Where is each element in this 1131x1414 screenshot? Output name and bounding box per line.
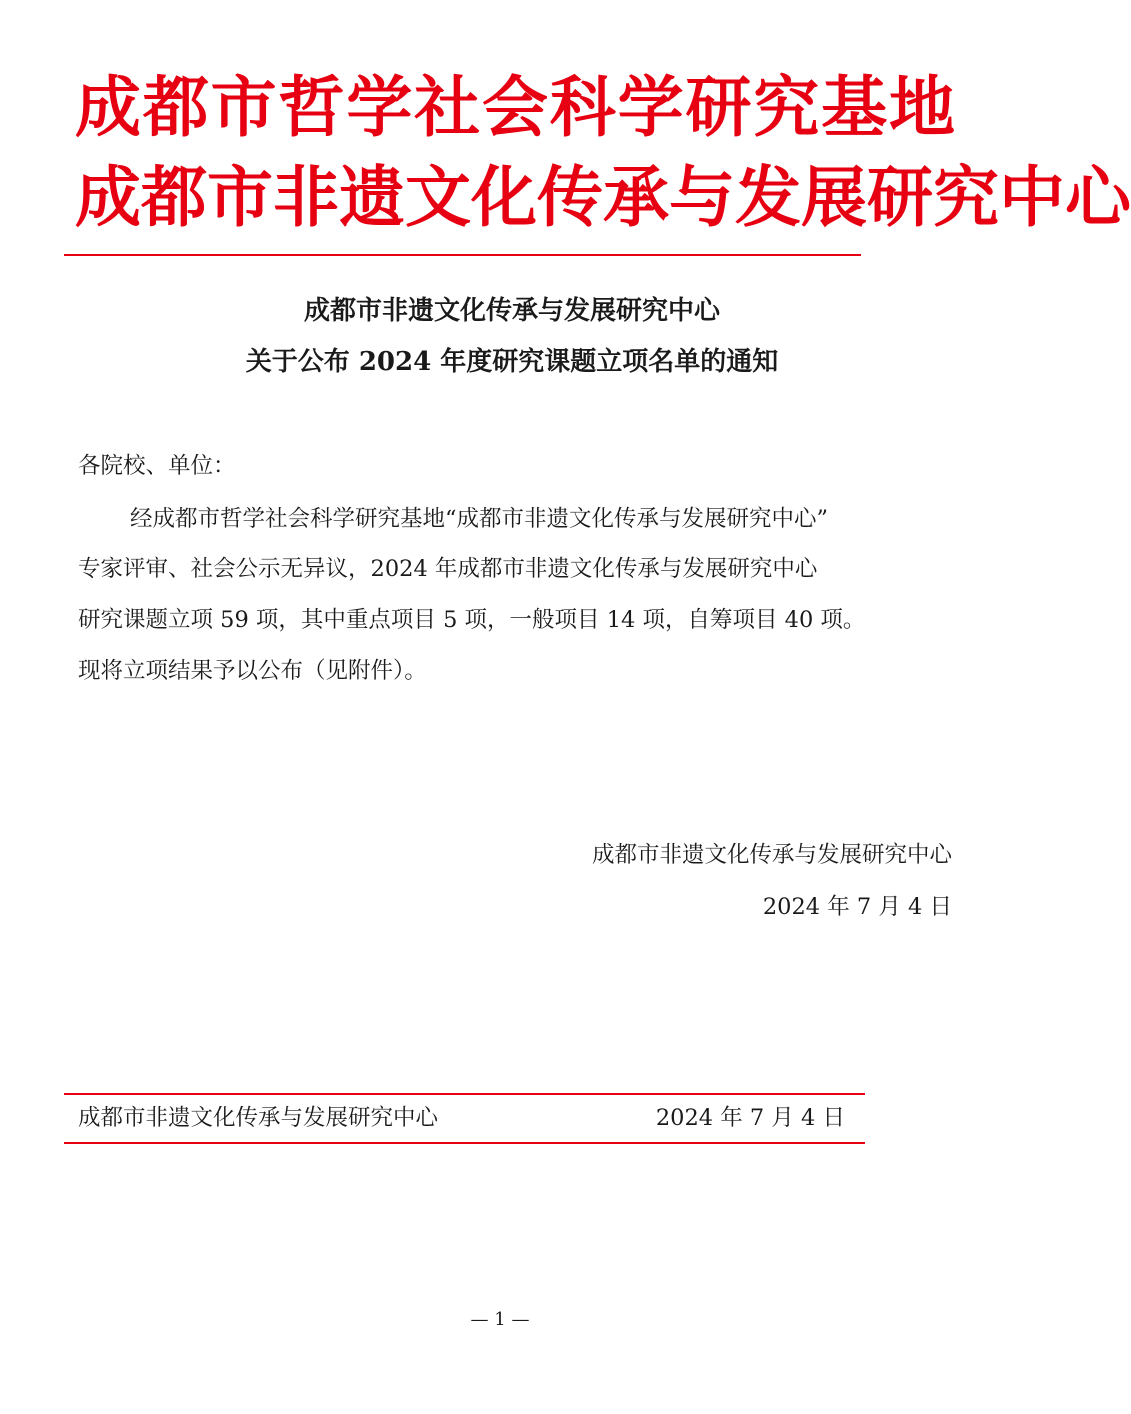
letterhead-char: 研 xyxy=(867,159,933,236)
letterhead-char: 文 xyxy=(405,159,471,236)
letterhead-char: 学 xyxy=(617,69,684,146)
letterhead-char: 都 xyxy=(142,69,209,146)
body-paragraph-line: 研究课题立项 59 项，其中重点项目 5 项，一般项目 14 项，自筹项目 40 项。 xyxy=(78,607,866,633)
footer-date: 2024 年 7 月 4 日 xyxy=(655,1105,845,1131)
footer-divider-top xyxy=(64,1093,865,1095)
letterhead-char: 会 xyxy=(481,69,548,146)
footer-organization: 成都市非遗文化传承与发展研究中心 xyxy=(78,1105,439,1131)
letterhead-char: 科 xyxy=(549,69,616,146)
body-paragraph-line: 经成都市哲学社会科学研究基地“成都市非遗文化传承与发展研究中心” xyxy=(130,506,829,532)
letterhead-char: 化 xyxy=(471,159,537,236)
letterhead-char: 心 xyxy=(1065,159,1131,236)
footer-divider-bottom xyxy=(64,1142,865,1144)
letterhead-char: 哲 xyxy=(278,69,345,146)
letterhead-char: 发 xyxy=(735,159,801,236)
letterhead-char: 究 xyxy=(753,69,820,146)
letterhead-char: 都 xyxy=(141,159,207,236)
letterhead-char: 成 xyxy=(75,159,141,236)
document-title-line-2: 关于公布 2024 年度研究课题立项名单的通知 xyxy=(245,347,779,377)
letterhead-char: 市 xyxy=(210,69,277,146)
salutation: 各院校、单位： xyxy=(78,453,236,479)
letterhead-char: 研 xyxy=(685,69,752,146)
letterhead-char: 传 xyxy=(537,159,603,236)
letterhead-char: 地 xyxy=(888,69,955,146)
letterhead-char: 非 xyxy=(273,159,339,236)
letterhead-char: 学 xyxy=(346,69,413,146)
page-number: — 1 — xyxy=(470,1309,530,1330)
letterhead-divider xyxy=(64,254,861,256)
letterhead-char: 市 xyxy=(207,159,273,236)
letterhead-char: 承 xyxy=(603,159,669,236)
letterhead-char: 与 xyxy=(669,159,735,236)
letterhead-char: 成 xyxy=(75,69,141,146)
letterhead-char: 中 xyxy=(999,159,1065,236)
letterhead-line-1 xyxy=(75,68,955,148)
letterhead-char: 遗 xyxy=(339,159,405,236)
letterhead-char: 基 xyxy=(821,69,888,146)
signature-date: 2024 年 7 月 4 日 xyxy=(762,894,952,920)
letterhead-char: 展 xyxy=(801,159,867,236)
signature-organization: 成都市非遗文化传承与发展研究中心 xyxy=(591,842,952,868)
body-paragraph-line: 专家评审、社会公示无异议，2024 年成都市非遗文化传承与发展研究中心 xyxy=(78,556,818,582)
document-title-line-1: 成都市非遗文化传承与发展研究中心 xyxy=(303,296,720,326)
letterhead-char: 究 xyxy=(933,159,999,236)
letterhead-line-2 xyxy=(75,158,1131,238)
body-paragraph-line: 现将立项结果予以公布（见附件）。 xyxy=(78,658,427,684)
letterhead-char: 社 xyxy=(414,69,481,146)
